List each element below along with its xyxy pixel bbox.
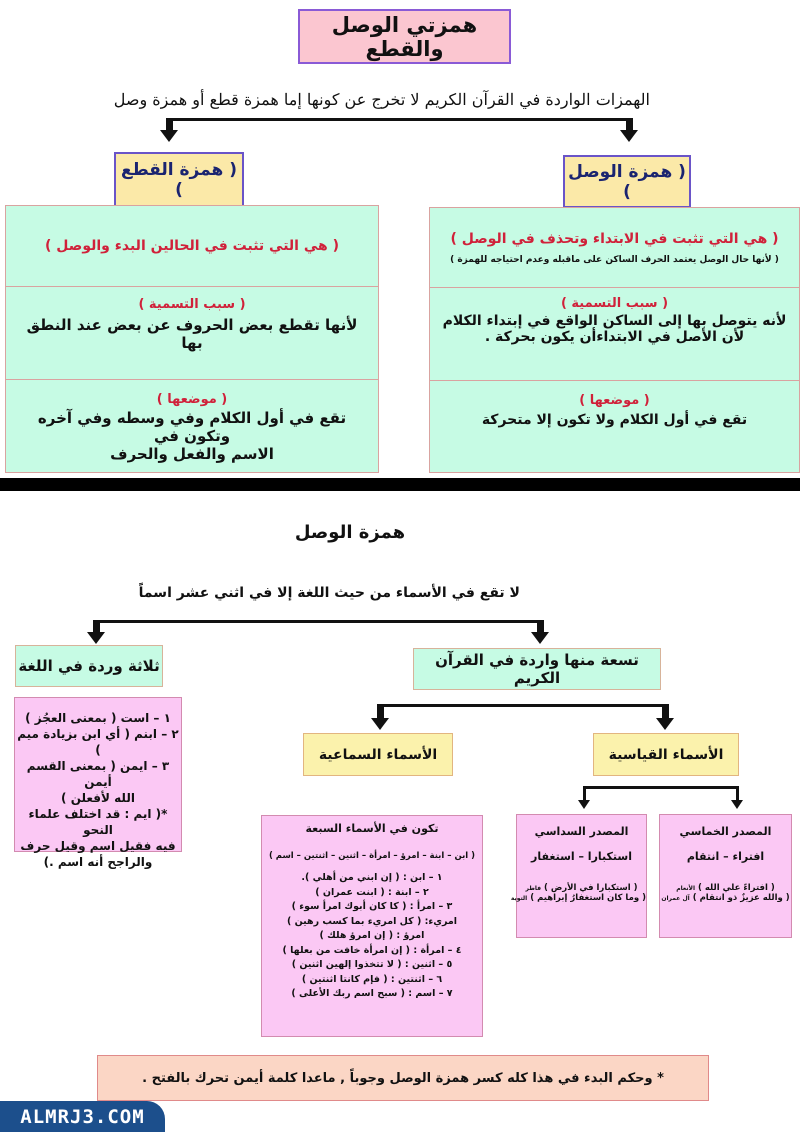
samai-item: ٥ – اثنين : ( لا تتخذوا إلهين اثنين ) [291,959,453,970]
connector-stem [662,704,669,718]
samai-item: ٢ – ابنة : ( ابنت عمران ) [315,886,429,898]
connector-stem [377,704,384,718]
khumasi-example [660,893,791,903]
definition-note: ( لأنها حال الوصل يعتمد الحرف الساكن على ماقبله وعدم احتياجه للهمزة ) [450,254,779,265]
connector-stem [93,620,100,632]
connector-line [381,704,669,707]
connector-stem [626,118,633,130]
language-item: ٢ – ابنم ( أي ابن بزيادة ميم ) [17,727,179,757]
qiyasi-label: الأسماء القياسية [593,733,739,776]
naming-text: لأنها تقطع بعض الحروف عن بعض عند النطق بها [26,316,358,352]
arrow-down-icon [731,800,743,809]
section-divider [0,478,800,491]
naming-heading: ( سبب التسمية ) [138,297,246,312]
naming-section [6,287,378,380]
position-line-2: الاسم والفعل والحرف [110,445,274,463]
samai-item: امريء: ( كل امريء بما كسب رهين ) [286,915,458,927]
samai-item: ٧ – اسم : ( سبح اسم ربك الأعلى ) [291,988,453,999]
arrow-down-icon [87,632,105,644]
intro-text: الهمزات الواردة في القرآن الكريم لا تخرج عن كونها إما همزة قطع أو همزة وصل [113,90,650,109]
label-hamzat-qat: ( همزة القطع ) [114,152,244,207]
language-item: *( ايم : قد اختلف علماء النحو [28,807,168,837]
label-hamzat-wasl: ( همزة الوصل ) [563,155,691,208]
example-text: ( وما كان استغفارُ إبراهيم ) [530,893,646,903]
panel-hamzat-qat [5,205,379,473]
sudasi-heading: المصدر السداسي [534,825,629,838]
position-line-1: تقع في أول الكلام وفي وسطه وفي آخره وتكون في [37,409,347,445]
language-items-box [14,697,182,869]
arrow-down-icon [531,632,549,644]
naming-line-1: لأنه يتوصل بها إلى الساكن الواقع في إبتداء الكلام [442,313,787,329]
section2-title: همزة الوصل [294,522,406,543]
arrow-down-icon [620,130,638,142]
example-text: ( والله عزيزٌ ذو انتقام ) [692,893,790,903]
naming-section [430,288,799,381]
samai-item: ٤ – امرأة : ( إن امرأة خافت من بعلها ) [282,944,462,956]
section2-intro: لا تقع في الأسماء من حيث اللغة إلا في اثني عشر اسماً [138,585,520,601]
khumasi-box [659,814,792,938]
samai-item: ٣ – امرأ : ( كا كان أبوك امرأ سوء ) [291,901,453,912]
example-source: آل عمران [661,895,690,902]
definition-section [6,206,378,287]
language-box: ثلاثة وردة في اللغة [15,645,163,687]
position-text: تقع في أول الكلام ولا تكون إلا متحركة [481,412,748,428]
language-item: ١ – است ( بمعنى العجُز ) [25,711,171,725]
example-source: فاطر [525,885,542,892]
language-item: فيه فقيل اسم وقيل حرف [20,839,176,853]
example-text: ( افتراءً علي الله ) [698,883,775,893]
arrow-down-icon [656,718,674,730]
language-item: ٣ – ايمن ( بمعنى القسم أيمن [26,759,170,789]
rule-note: * وحكم البدء في هذا كله كسر همزة الوصل وجوباً , ماعدا كلمة أيمن تحرك بالفتح . [97,1055,709,1101]
language-item: والراجح أنه اسم .) [43,855,153,869]
example-source: الأنعام [676,885,696,892]
position-section [430,381,799,474]
site-logo[interactable]: ALMRJ3.COM [0,1101,165,1132]
definition-text: ( هي التي تثبت في الحالين البدء والوصل ) [45,238,339,254]
sudasi-example [517,883,646,893]
naming-heading: ( سبب التسمية ) [560,296,669,311]
khumasi-heading: المصدر الخماسي [679,825,772,838]
panel-hamzat-wasl [429,207,800,473]
position-heading: ( موضعها ) [579,393,650,408]
arrow-down-icon [160,130,178,142]
connector-line [170,118,630,121]
samai-item: امرؤ : ( إن امرؤ هلك ) [319,930,425,941]
definition-text: ( هي التي تثبت في الابتداء وتحذف في الوصل ) [450,230,779,247]
connector-stem [166,118,173,130]
example-text: ( استكبارا في الأرض ) [544,883,638,893]
naming-line-2: لأن الأصل في الابتداءأن يكون بحركة . [484,329,745,345]
sudasi-box [510,814,647,938]
sudasi-words: استكبارا – استغفار [530,850,633,863]
khumasi-example [660,883,791,893]
samai-item: ١ – ابن : ( إن ابني من أهلي ). [301,872,443,883]
connector-line [583,786,739,789]
position-section [6,380,378,472]
page-title: همزتي الوصل والقطع [298,9,511,64]
samai-label: الأسماء السماعية [303,733,453,776]
example-source: التوبة [510,895,528,902]
sudasi-example [510,893,646,903]
khumasi-words: افتراء – انتقام [686,850,765,863]
connector-stem [583,786,586,800]
connector-stem [736,786,739,800]
position-heading: ( موضعها ) [156,392,228,407]
connector-stem [537,620,544,632]
quran-box: تسعة منها واردة في القرآن الكريم [413,648,661,690]
definition-section [430,208,799,288]
arrow-down-icon [578,800,590,809]
samai-item: ٦ – اثنتين : ( فإم كانتا اثنتين ) [301,973,443,985]
connector-line [97,620,541,623]
language-item: الله لأفعلن ) [61,791,135,805]
arrow-down-icon [371,718,389,730]
samai-heading: تكون في الأسماء السبعة [305,822,439,835]
samai-list: ( ابن – ابنة – امرؤ – امرأة – اثنين – اثنتين – اسم ) [268,851,476,861]
samai-box [261,815,483,1037]
